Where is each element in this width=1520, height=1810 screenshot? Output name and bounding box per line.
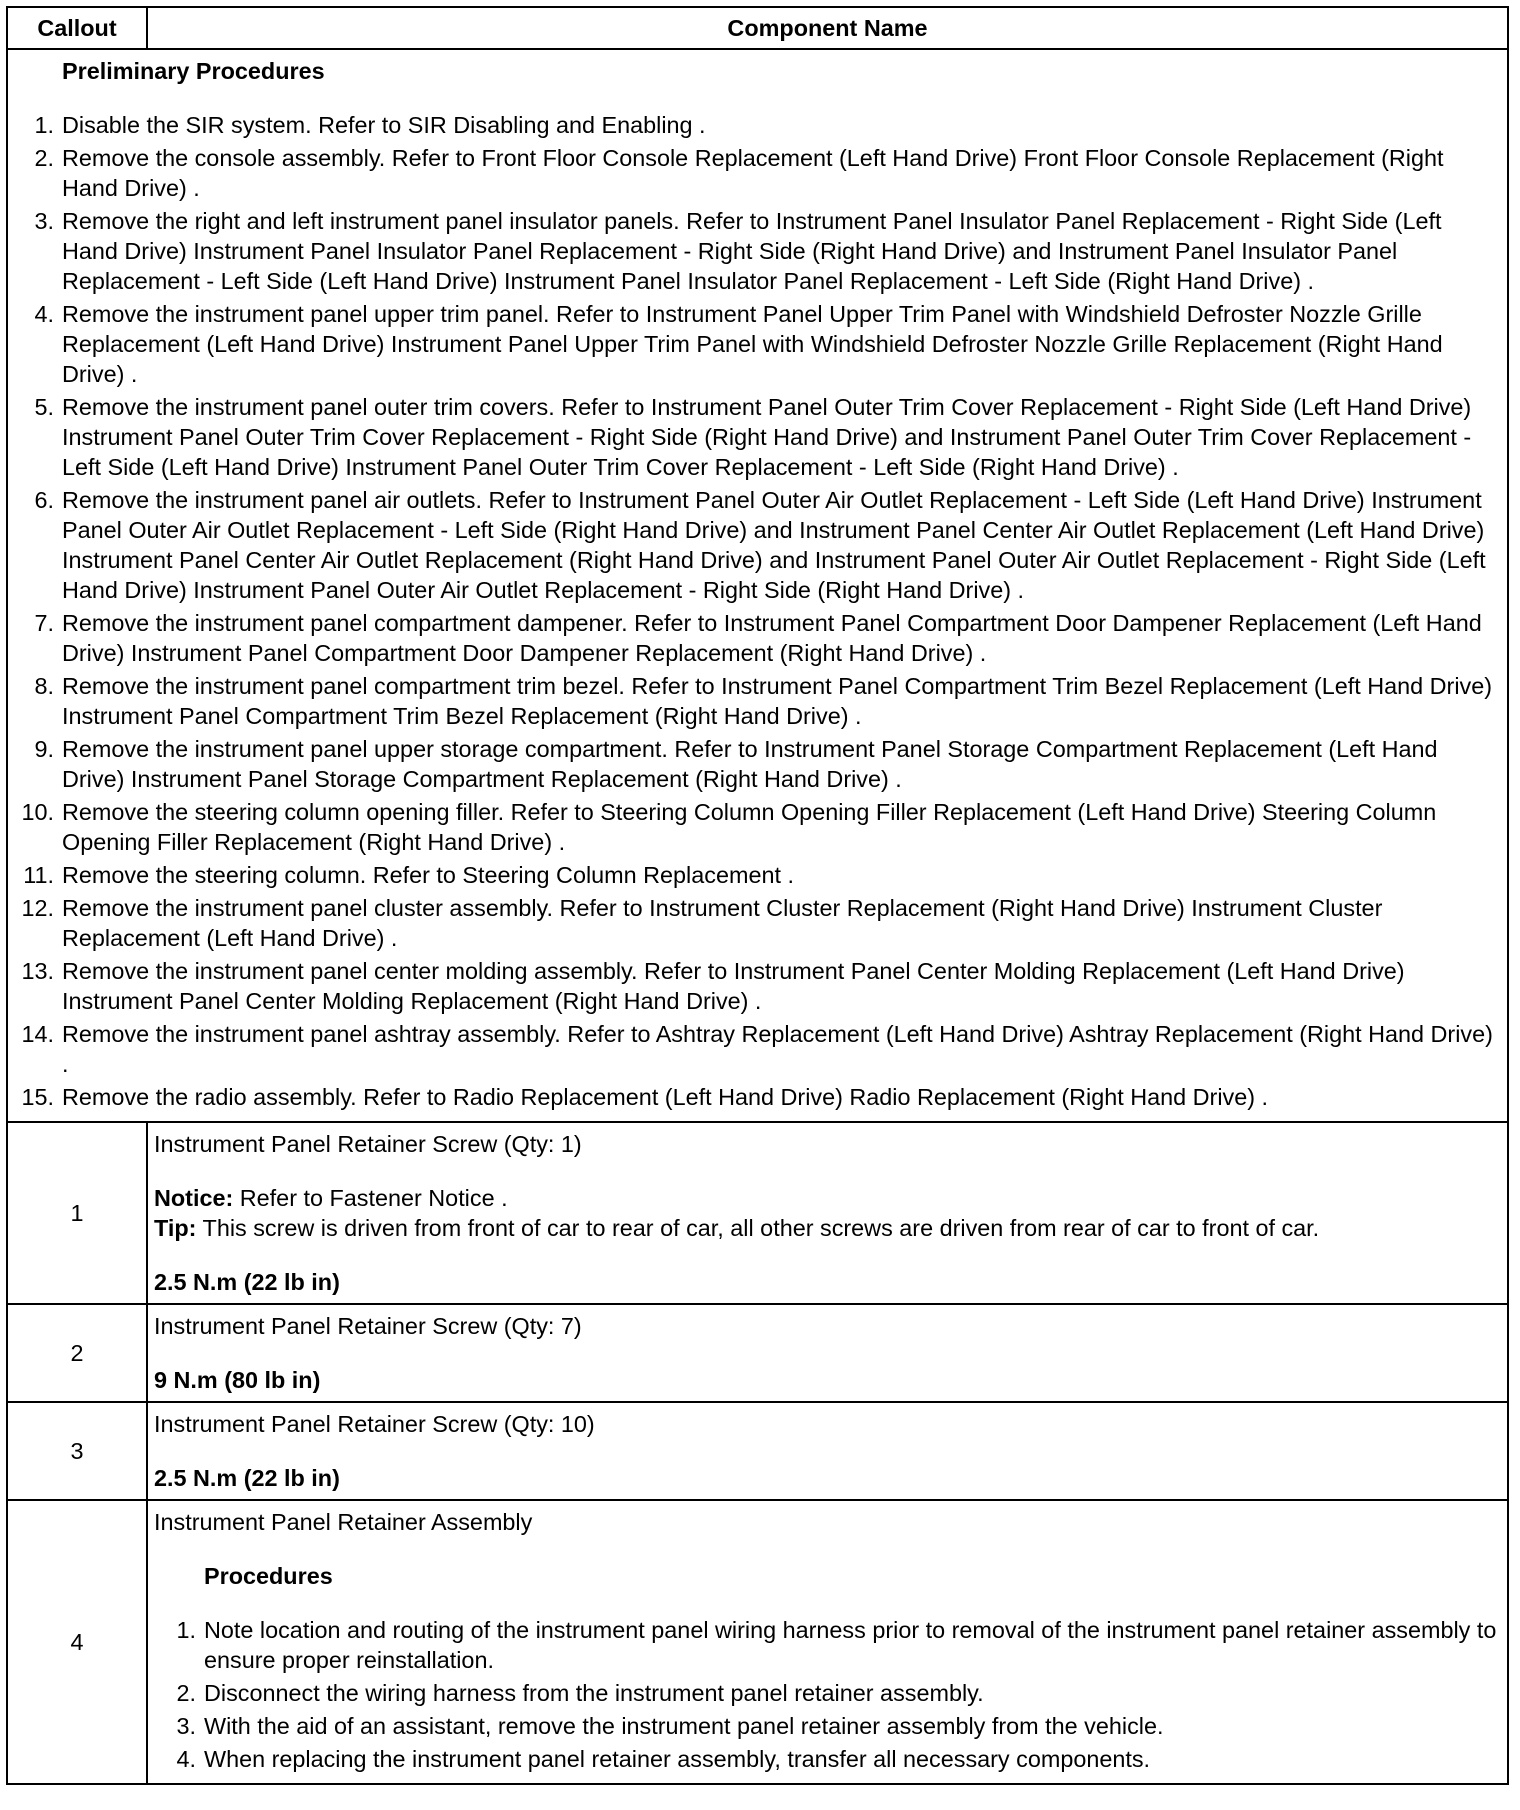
step-number: 13. [21, 958, 54, 984]
preliminary-procedures-cell [7, 49, 1508, 1122]
step-text: Note location and routing of the instrument panel wiring harness prior to removal of the instrument panel retainer assembly to ensure proper reinstallation. [204, 1617, 1497, 1673]
component-name: Instrument Panel Retainer Screw (Qty: 7) [154, 1313, 582, 1339]
callout-number: 2 [7, 1304, 147, 1402]
preliminary-row [7, 49, 1508, 1122]
list-item [8, 485, 1499, 605]
list-item [154, 1678, 1501, 1708]
step-text: Remove the console assembly. Refer to Front Floor Console Replacement (Left Hand Drive) Front Floor Console Replacement (Right Hand Drive) . [62, 145, 1444, 201]
component-table [6, 6, 1509, 1785]
component-cell [147, 1500, 1508, 1784]
preliminary-heading: Preliminary Procedures [62, 58, 325, 84]
component-cell [147, 1402, 1508, 1500]
tip-line [154, 1213, 1501, 1243]
list-item [8, 893, 1499, 953]
callout-number: 1 [7, 1122, 147, 1304]
step-number: 9. [34, 736, 54, 762]
callout-number: 4 [7, 1500, 147, 1784]
callout-header: Callout [7, 7, 147, 49]
list-item [8, 734, 1499, 794]
callout-number: 3 [7, 1402, 147, 1500]
step-number: 1. [34, 112, 54, 138]
step-number: 2. [176, 1680, 196, 1706]
step-number: 8. [34, 673, 54, 699]
step-number: 1. [176, 1617, 196, 1643]
step-text: With the aid of an assistant, remove the instrument panel retainer assembly from the vehicle. [204, 1713, 1164, 1739]
step-number: 5. [34, 394, 54, 420]
list-item [8, 1019, 1499, 1079]
step-number: 3. [176, 1713, 196, 1739]
tip-text: This screw is driven from front of car to rear of car, all other screws are driven from rear of car to front of car. [196, 1215, 1320, 1241]
step-text: Remove the instrument panel compartment dampener. Refer to Instrument Panel Compartment Door Dampener Replacement (Left Hand Drive) Instrument Panel Compartment Door Dampener Replacement (Right Hand Drive) . [62, 610, 1482, 666]
table-row [7, 1304, 1508, 1402]
step-number: 2. [34, 145, 54, 171]
component-name: Instrument Panel Retainer Assembly [154, 1509, 533, 1535]
step-text: When replacing the instrument panel retainer assembly, transfer all necessary components. [204, 1746, 1151, 1772]
step-number: 11. [23, 862, 54, 888]
step-text: Remove the instrument panel ashtray assembly. Refer to Ashtray Replacement (Left Hand Drive) Ashtray Replacement (Right Hand Drive) . [62, 1021, 1493, 1077]
step-text: Remove the instrument panel compartment trim bezel. Refer to Instrument Panel Compartment Trim Bezel Replacement (Left Hand Drive) Instrument Panel Compartment Trim Bezel Replacement (Right Hand Drive) . [62, 673, 1493, 729]
table-row [7, 1402, 1508, 1500]
step-text: Remove the radio assembly. Refer to Radio Replacement (Left Hand Drive) Radio Replacement (Right Hand Drive) . [62, 1084, 1269, 1110]
notice-label: Notice: [154, 1185, 234, 1211]
list-item [8, 956, 1499, 1016]
procedures-steps-list [154, 1615, 1501, 1774]
list-item [8, 206, 1499, 296]
step-number: 3. [34, 208, 54, 234]
step-number: 12. [21, 895, 54, 921]
list-item [154, 1615, 1501, 1675]
step-number: 4. [34, 301, 54, 327]
preliminary-steps-list [8, 110, 1499, 1112]
list-item [8, 110, 1499, 140]
procedures-heading: Procedures [204, 1563, 333, 1589]
torque-spec: 9 N.m (80 lb in) [154, 1367, 321, 1393]
list-item [8, 860, 1499, 890]
step-text: Remove the steering column. Refer to Steering Column Replacement . [62, 862, 794, 888]
list-item [8, 392, 1499, 482]
torque-spec: 2.5 N.m (22 lb in) [154, 1465, 340, 1491]
step-number: 7. [34, 610, 54, 636]
step-text: Remove the instrument panel upper trim panel. Refer to Instrument Panel Upper Trim Panel with Windshield Defroster Nozzle Grille Replacement (Left Hand Drive) Instrument Panel Upper Trim Panel with Windshield Defroster Nozzle Grille Replacement (Right Hand Drive) . [62, 301, 1443, 387]
step-number: 14. [21, 1021, 54, 1047]
component-cell [147, 1122, 1508, 1304]
list-item [8, 143, 1499, 203]
notice-text: Refer to Fastener Notice . [233, 1185, 508, 1211]
step-text: Disconnect the wiring harness from the instrument panel retainer assembly. [204, 1680, 984, 1706]
step-number: 10. [21, 799, 54, 825]
step-text: Remove the instrument panel center molding assembly. Refer to Instrument Panel Center Molding Replacement (Left Hand Drive) Instrument Panel Center Molding Replacement (Right Hand Drive) . [62, 958, 1405, 1014]
component-name: Instrument Panel Retainer Screw (Qty: 1) [154, 1131, 582, 1157]
step-text: Remove the right and left instrument panel insulator panels. Refer to Instrument Panel Insulator Panel Replacement - Right Side (Left Hand Drive) Instrument Panel Insulator Panel Replacement - Right Side (Right Hand Drive) and Instrument Panel Insulator Panel Replacement - Left Side (Left Hand Drive) Instrument Panel Insulator Panel Replacement - Left Side (Right Hand Drive) . [62, 208, 1442, 294]
step-number: 6. [34, 487, 54, 513]
torque-spec: 2.5 N.m (22 lb in) [154, 1269, 340, 1295]
table-row [7, 1122, 1508, 1304]
step-number: 15. [21, 1084, 54, 1110]
list-item [8, 608, 1499, 668]
tip-label: Tip: [154, 1215, 197, 1241]
component-cell [147, 1304, 1508, 1402]
list-item [8, 671, 1499, 731]
notice-line [154, 1183, 1501, 1213]
component-name-header: Component Name [147, 7, 1508, 49]
step-text: Remove the instrument panel cluster assembly. Refer to Instrument Cluster Replacement (Right Hand Drive) Instrument Cluster Replacement (Left Hand Drive) . [62, 895, 1383, 951]
step-text: Disable the SIR system. Refer to SIR Disabling and Enabling . [62, 112, 706, 138]
list-item [8, 1082, 1499, 1112]
table-row [7, 1500, 1508, 1784]
list-item [8, 299, 1499, 389]
step-text: Remove the instrument panel upper storage compartment. Refer to Instrument Panel Storage Compartment Replacement (Left Hand Drive) Instrument Panel Storage Compartment Replacement (Right Hand Drive) . [62, 736, 1438, 792]
step-text: Remove the instrument panel outer trim covers. Refer to Instrument Panel Outer Trim Cover Replacement - Right Side (Left Hand Drive) Instrument Panel Outer Trim Cover Replacement - Right Side (Right Hand Drive) and Instrument Panel Outer Trim Cover Replacement - Left Side (Left Hand Drive) Instrument Panel Outer Trim Cover Replacement - Left Side (Right Hand Drive) . [62, 394, 1472, 480]
list-item [154, 1711, 1501, 1741]
step-text: Remove the instrument panel air outlets. Refer to Instrument Panel Outer Air Outlet Replacement - Left Side (Left Hand Drive) Instrument Panel Outer Air Outlet Replacement - Left Side (Right Hand Drive) and Instrument Panel Center Air Outlet Replacement (Left Hand Drive) Instrument Panel Center Air Outlet Replacement (Right Hand Drive) and Instrument Panel Outer Air Outlet Replacement - Right Side (Left Hand Drive) Instrument Panel Outer Air Outlet Replacement - Right Side (Right Hand Drive) . [62, 487, 1486, 603]
step-text: Remove the steering column opening filler. Refer to Steering Column Opening Filler Replacement (Left Hand Drive) Steering Column Opening Filler Replacement (Right Hand Drive) . [62, 799, 1437, 855]
list-item [8, 797, 1499, 857]
step-number: 4. [176, 1746, 196, 1772]
component-name: Instrument Panel Retainer Screw (Qty: 10) [154, 1411, 595, 1437]
list-item [154, 1744, 1501, 1774]
header-row [7, 7, 1508, 49]
